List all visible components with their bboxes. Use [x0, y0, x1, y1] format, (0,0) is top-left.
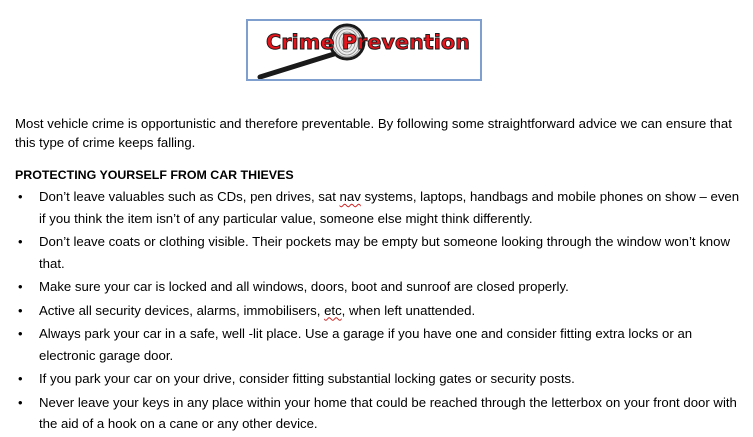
section-heading: PROTECTING YOURSELF FROM CAR THIEVES — [15, 168, 294, 182]
bullet-icon: • — [18, 302, 23, 318]
spelling-flag: nav — [339, 189, 361, 204]
list-item: • Make sure your car is locked and all windows, doors, boot and sunroof are closed properly. — [0, 276, 740, 298]
bullet-icon: • — [18, 326, 23, 341]
magnifying-glass-handle — [260, 54, 334, 77]
list-item: • Don’t leave coats or clothing visible. Their pockets may be empty but someone looking through the window won’t know that. — [0, 231, 740, 274]
bullet-icon: • — [18, 279, 23, 294]
bullet-icon: • — [18, 234, 23, 249]
list-item: • Always park your car in a safe, well -lit place. Use a garage if you have one and consider fitting extra locks or an electronic garage door. — [0, 323, 740, 366]
logo-graphic — [248, 21, 480, 79]
logo-text: Crime Prevention — [266, 30, 470, 54]
bullet-icon: • — [18, 189, 23, 204]
crime-prevention-logo — [246, 19, 482, 81]
bullet-icon: • — [18, 394, 23, 410]
list-item: • Never leave your keys in any place within your home that could be reached through the letterbox on your front door with the aid of a hook on a cane or any other device. — [0, 392, 740, 435]
bullet-icon: • — [18, 371, 23, 386]
list-item: • If you park your car on your drive, consider fitting substantial locking gates or security posts. — [0, 368, 740, 390]
advice-list — [0, 186, 740, 437]
list-item: • Active all security devices, alarms, immobilisers, etc, when left unattended. — [0, 300, 740, 322]
spelling-flag: etc — [324, 302, 342, 318]
list-item: • Don’t leave valuables such as CDs, pen drives, sat nav systems, laptops, handbags and mobile phones on show – even if you think the item isn’t of any particular value, someone else might think differently. — [0, 186, 740, 229]
intro-paragraph: Most vehicle crime is opportunistic and therefore preventable. By following some straightforward advice we can ensure that this type of crime keeps falling. — [15, 116, 732, 150]
